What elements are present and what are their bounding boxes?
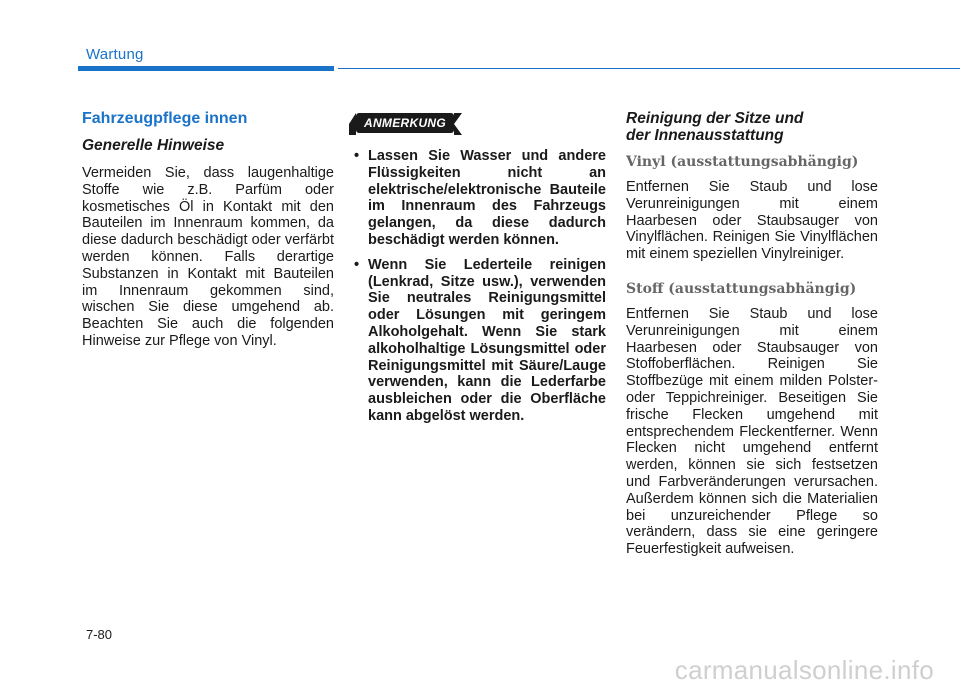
column-middle xyxy=(354,110,606,433)
bullet-icon: • xyxy=(354,256,360,273)
general-notes-paragraph: Vermeiden Sie, dass laugenhaltige Stoffe wie z.B. Parfüm oder kosmetisches Öl in Kontakt mit den Bauteilen im Innenraum kommen, da diese dadurch beschädigt oder verfärbt werden können. Falls derartige Substanzen in Kontakt mit Bauteilen im Innenraum gekommen sind, wischen Sie diese umgehend ab. Beachten Sie auch die folgenden Hinweise zur Pflege von Vinyl. xyxy=(82,165,334,349)
note-item-text: Lassen Sie Wasser und andere Flüssigkeiten nicht an elektrische/elektronische Bauteile im Innenraum des Fahrzeugs gelangen, da diese dadurch beschädigt werden können. xyxy=(368,148,606,248)
note-list xyxy=(354,148,606,425)
cleaning-title xyxy=(626,110,878,144)
vinyl-paragraph: Entfernen Sie Staub und lose Verunreinigungen mit einem Haarbesen oder Staubsauger von Vinylflächen. Reinigen Sie Vinylflächen mit einem speziellen Vinylreiniger. xyxy=(626,179,878,263)
page-number: 7-80 xyxy=(86,627,113,642)
vinyl-heading: Vinyl (ausstattungsabhängig) xyxy=(626,154,859,170)
watermark: carmanualsonline.info xyxy=(674,655,934,685)
column-right xyxy=(626,110,878,568)
header-rule-thick xyxy=(78,66,334,71)
cleaning-title-line1: Reinigung der Sitze und xyxy=(626,110,804,127)
section-header: Wartung xyxy=(86,46,144,63)
section-title: Fahrzeugpflege innen xyxy=(82,110,248,127)
subsection-title: Generelle Hinweise xyxy=(82,137,225,154)
note-badge: ANMERKUNG xyxy=(356,113,454,133)
bullet-icon: • xyxy=(354,148,360,164)
header-rule-thin xyxy=(338,68,960,69)
note-item-text: Wenn Sie Lederteile reinigen (Lenkrad, Sitze usw.), verwenden Sie neutrales Reinigungsmittel oder Lösungen mit geringem Alkoholgehalt. Wenn Sie stark alkoholhaltige Lösungsmittel oder Reinigungsmittel mit Säure/Lauge verwenden, kann die Lederfarbe ausbleichen oder die Oberfläche kann abgelöst werden. xyxy=(368,256,606,424)
stoff-paragraph: Entfernen Sie Staub und lose Verunreinigungen mit einem Haarbesen oder Staubsauger von Stoffoberflächen. Reinigen Sie Stoffbezüge mit einem milden Polster- oder Teppichreiniger. Beseitigen Sie frische Flecken umgehend mit entsprechendem Fleckentferner. Wenn Flecken nicht umgehend entfernt werden, können sie sich festsetzen und Farbveränderungen verursachen. Außerdem können sich die Materialien bei unzureichender Pflege so verändern, dass sie eine geringere Feuerfestigkeit aufweisen. xyxy=(626,305,878,558)
note-item xyxy=(354,148,606,249)
stoff-heading: Stoff (ausstattungsabhängig) xyxy=(626,280,857,297)
note-item xyxy=(354,257,606,425)
column-left xyxy=(82,110,334,360)
cleaning-title-line2: der Innenausstattung xyxy=(626,127,784,144)
